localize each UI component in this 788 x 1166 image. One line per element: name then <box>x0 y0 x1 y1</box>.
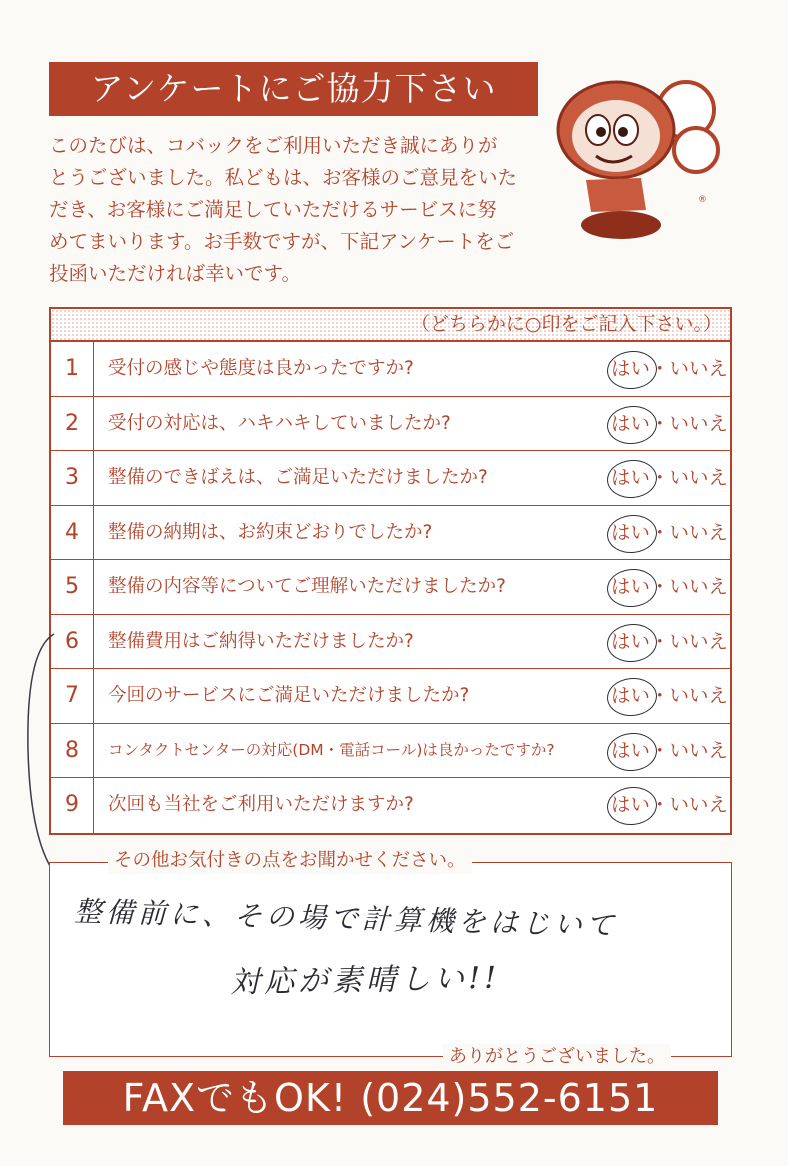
intro-line: このたびは、コバックをご利用いただき誠にありが <box>49 134 498 157</box>
answer-no-option[interactable]: いいえ <box>669 575 729 598</box>
answer-separator: ・ <box>650 738 670 762</box>
handwritten-circle-mark <box>605 567 658 609</box>
question-number: 6 <box>51 615 94 669</box>
question-text: 整備の内容等についてご理解いただけましたか? <box>108 576 506 597</box>
answer-yes-option[interactable]: はい <box>611 629 651 653</box>
question-number: 9 <box>51 778 94 833</box>
survey-table <box>49 307 732 835</box>
question-text: 整備のできばえは、ご満足いただけましたか? <box>108 467 488 488</box>
question-text: 今回のサービスにご満足いただけましたか? <box>108 685 470 706</box>
answer-choices <box>605 724 730 778</box>
answer-yes-option[interactable]: はい <box>611 684 651 707</box>
fax-banner: FAXでもOK! (024)552-6151 <box>63 1071 718 1125</box>
question-number: 3 <box>51 451 94 505</box>
mascot-illustration <box>546 70 726 250</box>
answer-no-option[interactable]: いいえ <box>669 411 729 435</box>
answer-choices <box>605 669 730 723</box>
answer-yes-option[interactable]: はい <box>611 357 651 380</box>
answer-separator: ・ <box>650 466 670 489</box>
survey-title: アンケートにご協力下さい <box>49 62 538 116</box>
handwritten-circle-mark <box>605 512 658 554</box>
question-text: 受付の対応は、ハキハキしていましたか? <box>108 412 451 434</box>
answer-yes-option[interactable]: はい <box>611 793 651 816</box>
handwritten-bracket-mark <box>20 630 60 870</box>
question-row <box>51 397 730 452</box>
thanks-text: ありがとうございました。 <box>443 1044 671 1070</box>
answer-choices <box>605 506 730 560</box>
handwritten-circle-mark <box>605 676 658 718</box>
handwritten-circle-mark <box>605 349 658 391</box>
answer-separator: ・ <box>650 357 670 380</box>
question-text: 整備費用はご納得いただけましたか? <box>108 630 414 652</box>
intro-line: だき、お客様にご満足していただけるサービスに努 <box>49 198 497 221</box>
answer-separator: ・ <box>650 575 670 598</box>
svg-text:®: ® <box>698 195 707 205</box>
answer-choices <box>605 615 730 669</box>
question-row <box>51 669 730 724</box>
question-number: 4 <box>51 506 94 560</box>
question-row <box>51 560 730 615</box>
question-text: 受付の感じや態度は良かったですか? <box>108 358 414 379</box>
intro-paragraph <box>49 130 549 290</box>
answer-choices <box>605 397 730 451</box>
answer-yes-option[interactable]: はい <box>611 520 651 544</box>
question-row <box>51 724 730 779</box>
handwritten-circle-mark <box>605 621 658 663</box>
answer-separator: ・ <box>650 684 670 707</box>
comments-box[interactable] <box>49 850 732 1067</box>
answer-choices <box>605 342 730 396</box>
handwritten-circle-mark <box>605 458 658 500</box>
question-number: 7 <box>51 669 94 723</box>
question-row <box>51 451 730 506</box>
answer-yes-option[interactable]: はい <box>611 466 651 489</box>
question-number: 5 <box>51 560 94 614</box>
question-number: 1 <box>51 342 94 396</box>
question-text: 次回も当社をご利用いただけますか? <box>108 794 414 815</box>
comments-label: その他お気付きの点をお聞かせください。 <box>108 848 472 874</box>
question-row <box>51 778 730 833</box>
answer-no-option[interactable]: いいえ <box>669 357 729 380</box>
intro-line: とうございました。私どもは、お客様のご意見をいた <box>49 166 518 189</box>
handwritten-circle-mark <box>605 785 658 827</box>
question-row <box>51 506 730 561</box>
answer-separator: ・ <box>650 520 670 544</box>
answer-separator: ・ <box>650 411 670 435</box>
intro-line: 投函いただければ幸いです。 <box>49 262 301 285</box>
answer-no-option[interactable]: いいえ <box>669 466 729 489</box>
handwritten-comment-line-2: 対応が素晴しい!! <box>229 960 501 1001</box>
answer-choices <box>605 778 730 833</box>
answer-separator: ・ <box>650 793 670 816</box>
answer-no-option[interactable]: いいえ <box>669 629 729 653</box>
handwritten-comment-line-1: 整備前に、その場で計算機をはじいて <box>73 894 619 943</box>
answer-yes-option[interactable]: はい <box>611 575 651 598</box>
question-number: 2 <box>51 397 94 451</box>
intro-line: めてまいります。お手数ですが、下記アンケートをご <box>49 230 515 253</box>
answer-choices <box>605 560 730 614</box>
handwritten-circle-mark <box>605 403 658 445</box>
question-text: 整備の納期は、お約束どおりでしたか? <box>108 521 433 543</box>
answer-choices <box>605 451 730 505</box>
answer-no-option[interactable]: いいえ <box>669 793 729 816</box>
answer-no-option[interactable]: いいえ <box>669 520 729 544</box>
answer-yes-option[interactable]: はい <box>611 411 651 435</box>
question-text: コンタクトセンターの対応(DM・電話コール)は良かったですか? <box>108 740 555 759</box>
answer-no-option[interactable]: いいえ <box>669 738 729 762</box>
question-row <box>51 615 730 670</box>
answer-no-option[interactable]: いいえ <box>669 684 729 707</box>
answer-separator: ・ <box>650 629 670 653</box>
handwritten-circle-mark <box>605 730 658 772</box>
instruction-header: （どちらかに○印をご記入下さい。） <box>51 309 730 342</box>
question-number: 8 <box>51 724 94 778</box>
answer-yes-option[interactable]: はい <box>611 738 651 762</box>
question-row <box>51 342 730 397</box>
